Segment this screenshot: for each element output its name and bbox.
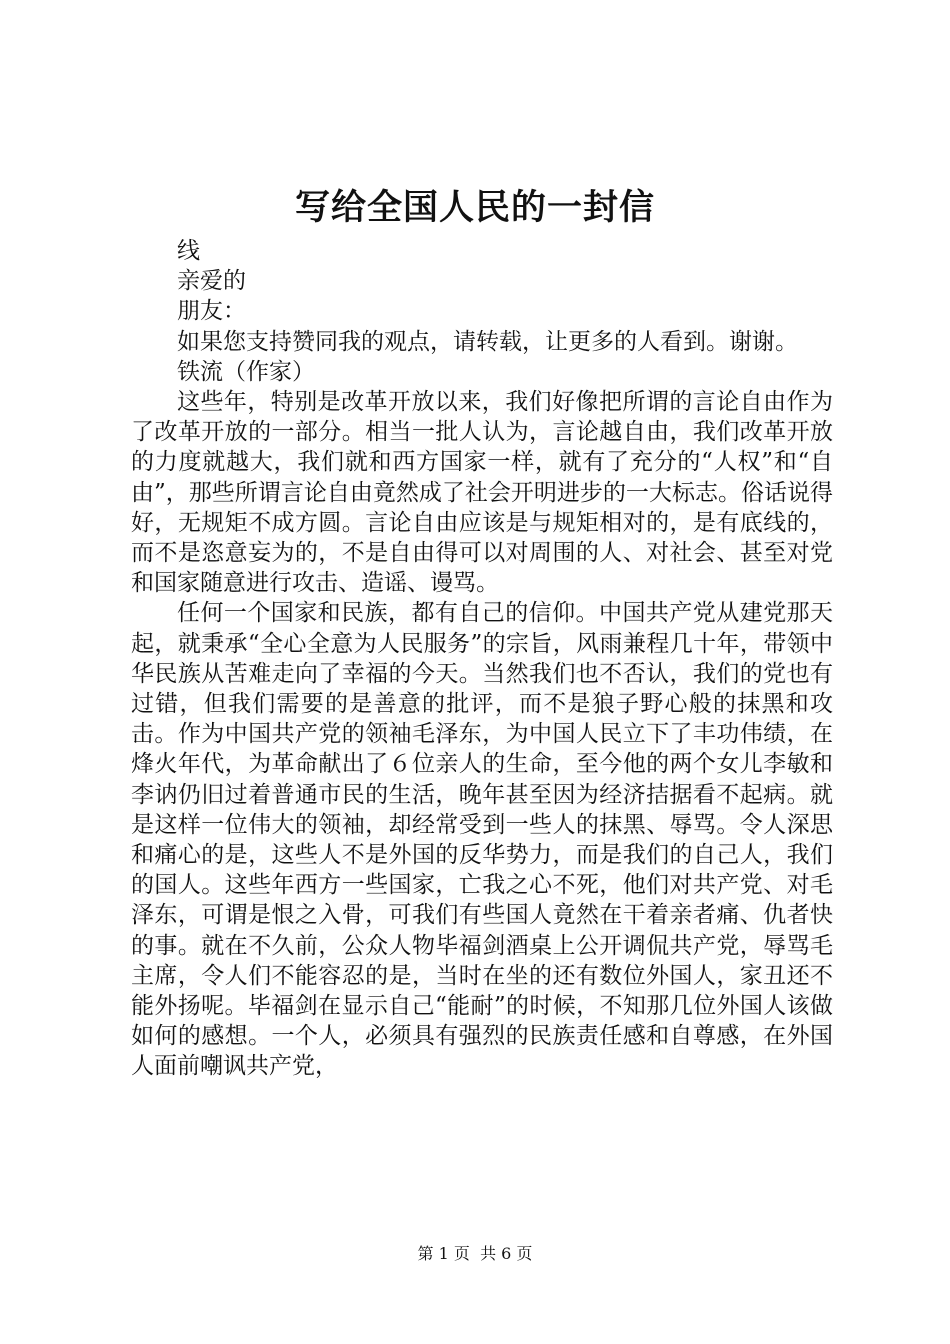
paragraph: 铁流（作家） — [177, 358, 315, 385]
paragraph: 任何一个国家和民族，都有自己的信仰。中国共产党从建党那天起，就秉承“全心全意为人民服务”的宗旨，风雨兼程几十年，带领中华民族从苦难走向了幸福的今天。当然我们也不否认，我们的党也有过错，但我们需要的是善意的批评，而不是狼子野心般的抹黑和攻击。作为中国共产党的领袖毛泽东，为中国人民立下了丰功伟绩，在烽火年代，为革命献出了６位亲人的生命，至今他的两个女儿李敏和李讷仍旧过着普通市民的生活，晚年甚至因为经济拮据看不起病。就是这样一位伟大的领袖，却经常受到一些人的抹黑、辱骂。令人深思和痛心的是，这些人不是外国的反华势力，而是我们的自己人，我们的国人。这些年西方一些国家，亡我之心不死，他们对共产党、对毛泽东，可谓是恨之入骨，可我们有些国人竟然在干着亲者痛、仇者快的事。就在不久前，公众人物毕福剑酒桌上公开调侃共产党，辱骂毛主席，令人们不能容忍的是，当时在坐的还有数位外国人，家丑还不能外扬呢。毕福剑在显示自己“能耐”的时候，不知那几位外国人该做如何的感想。一个人，必须具有强烈的民族责任感和自尊感，在外国人面前嘲讽共产党， — [131, 600, 833, 1080]
paragraph: 这些年，特别是改革开放以来，我们好像把所谓的言论自由作为了改革开放的一部分。相当一批人认为，言论越自由，我们改革开放的力度就越大，我们就和西方国家一样，就有了充分的“人权”和“自由”，那些所谓言论自由竟然成了社会开明进步的一大标志。俗话说得好，无规矩不成方圆。言论自由应该是与规矩相对的，是有底线的，而不是恣意妄为的，不是自由得可以对周围的人、对社会、甚至对党和国家随意进行攻击、造谣、谩骂。 — [131, 389, 833, 597]
paragraph: 如果您支持赞同我的观点，请转载，让更多的人看到。谢谢。 — [177, 328, 798, 355]
page-number-label: 第 1 页 共 6 页 — [417, 1244, 533, 1263]
paragraph: 线 — [177, 238, 200, 264]
document-body — [131, 236, 833, 1082]
paragraph: 亲爱的 — [177, 268, 246, 295]
document-title: 写给全国人民的一封信 — [294, 187, 655, 228]
paragraph: 朋友： — [177, 298, 246, 325]
page-footer — [0, 1243, 950, 1265]
